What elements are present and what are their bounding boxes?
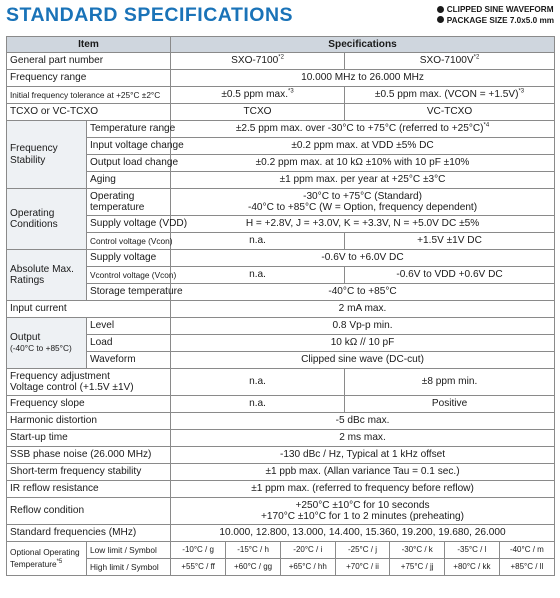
row-label: Waveform <box>87 352 171 369</box>
cell-value: ±0.5 ppm max.$^{*3}$ <box>171 87 345 104</box>
table-row <box>7 155 555 172</box>
table-row <box>7 53 555 70</box>
table-cell: -15°C / h <box>226 542 281 558</box>
row-label: Aging <box>87 172 171 189</box>
table-row <box>7 559 555 576</box>
row-label: Output load change <box>87 155 171 172</box>
group-label: Operating Conditions <box>7 189 87 250</box>
row-label: Load <box>87 335 171 352</box>
cell-value: Clipped sine wave (DC-cut) <box>171 352 555 369</box>
table-row <box>7 87 555 104</box>
row-label: Short-term frequency stability <box>7 464 171 481</box>
row-label: Frequency range <box>7 70 171 87</box>
part-a: SXO-7100$^{*2}$ <box>171 53 345 70</box>
row-label: Standard frequencies (MHz) <box>7 525 171 542</box>
table-cell: -35°C / l <box>445 542 500 558</box>
table-row <box>7 447 555 464</box>
table-cell: +70°C / ii <box>335 559 390 575</box>
high-limit-cells <box>171 559 555 576</box>
header-notes <box>437 5 554 26</box>
page-title: STANDARD SPECIFICATIONS <box>6 4 294 26</box>
row-label: Storage temperature <box>87 284 171 301</box>
cell-value: -40°C to +85°C <box>171 284 555 301</box>
table-row <box>7 267 555 284</box>
table-row <box>7 352 555 369</box>
table-row <box>7 369 555 396</box>
cell-value: n.a. <box>171 233 345 250</box>
cell-value: +1.5V ±1V DC <box>345 233 555 250</box>
spec-table-wrapper <box>6 36 554 576</box>
row-label: Control voltage (Vcon) <box>87 233 171 250</box>
row-label: Reflow condition <box>7 498 171 525</box>
table-row <box>7 318 555 335</box>
table-row <box>7 542 555 559</box>
row-label: Frequency adjustment Voltage control (+1.5V ±1V) <box>7 369 171 396</box>
cell-value: -5 dBc max. <box>171 413 555 430</box>
table-row <box>7 525 555 542</box>
cell-value: VC-TCXO <box>345 104 555 121</box>
row-label: Level <box>87 318 171 335</box>
row-label: Vcontrol voltage (Vcon) <box>87 267 171 284</box>
cell-value: 2 mA max. <box>171 301 555 318</box>
header-item: Item <box>7 37 171 53</box>
table-row <box>7 396 555 413</box>
low-limit-table <box>171 542 554 558</box>
row-label: TCXO or VC-TCXO <box>7 104 171 121</box>
cell-value: Positive <box>345 396 555 413</box>
header <box>0 0 560 31</box>
row-label: SSB phase noise (26.000 MHz) <box>7 447 171 464</box>
table-cell: +55°C / ff <box>171 559 226 575</box>
table-row <box>7 189 555 216</box>
table-row <box>7 498 555 525</box>
cell-value: ±1 ppm max. per year at +25°C ±3°C <box>171 172 555 189</box>
cell-value: n.a. <box>171 396 345 413</box>
table-cell: +85°C / ll <box>510 562 544 571</box>
bullet-icon <box>437 6 444 13</box>
row-label: Harmonic distortion <box>7 413 171 430</box>
group-label: Output (-40°C to +85°C) <box>7 318 87 369</box>
spec-table <box>6 36 555 576</box>
row-label: Input current <box>7 301 171 318</box>
cell-value: TCXO <box>171 104 345 121</box>
low-limit-cells <box>171 542 555 559</box>
table-row <box>7 172 555 189</box>
table-row <box>7 413 555 430</box>
table-cell: +65°C / hh <box>280 559 335 575</box>
group-label: Frequency Stability <box>7 121 87 189</box>
table-row <box>7 233 555 250</box>
row-label: Supply voltage <box>87 250 171 267</box>
table-cell: -40°C / m <box>509 545 544 554</box>
table-cell: -20°C / i <box>280 542 335 558</box>
table-cell: -10°C / g <box>171 542 226 558</box>
table-row <box>7 284 555 301</box>
table-row <box>7 70 555 87</box>
header-specifications: Specifications <box>171 37 555 53</box>
cell-value: ±0.5 ppm max. (VCON = +1.5V)$^{*3}$ <box>345 87 555 104</box>
row-label: IR reflow resistance <box>7 481 171 498</box>
table-row <box>7 335 555 352</box>
table-row <box>7 250 555 267</box>
cell-value: 10.000, 12.800, 13.000, 14.400, 15.360, 19.200, 19.680, 26.000 <box>171 525 555 542</box>
cell-value: ±0.2 ppm max. at VDD ±5% DC <box>171 138 555 155</box>
cell-value: H = +2.8V, J = +3.0V, K = +3.3V, N = +5.0V DC ±5% <box>171 216 555 233</box>
table-cell: -30°C / k <box>390 542 445 558</box>
cell-value: ±2.5 ppm max. over -30°C to +75°C (referred to +25°C)$^{*4}$ <box>171 121 555 138</box>
part-b: SXO-$7100V^{*2}$ <box>345 53 555 70</box>
cell-value: 10 kΩ // 10 pF <box>171 335 555 352</box>
cell-value: n.a. <box>171 369 345 396</box>
cell-value: -0.6V to +6.0V DC <box>171 250 555 267</box>
high-limit-table <box>171 559 554 575</box>
row-label: Input voltage change <box>87 138 171 155</box>
cell-value: 0.8 Vp-p min. <box>171 318 555 335</box>
cell-value: 2 ms max. <box>171 430 555 447</box>
cell-value: -30°C to +75°C (Standard) -40°C to +85°C (W = Option, frequency dependent) <box>171 189 555 216</box>
table-row <box>7 216 555 233</box>
table-row <box>7 464 555 481</box>
note-waveform: CLIPPED SINE WAVEFORM <box>437 5 554 16</box>
cell-value: ±1 ppb max. (Allan variance Tau = 0.1 sec.) <box>171 464 555 481</box>
cell-value: -130 dBc / Hz, Typical at 1 kHz offset <box>171 447 555 464</box>
table-row <box>7 481 555 498</box>
row-label: High limit / Symbol <box>87 559 171 576</box>
cell-value: ±1 ppm max. (referred to frequency before reflow) <box>171 481 555 498</box>
row-label: Operating temperature <box>87 189 171 216</box>
row-label: Low limit / Symbol <box>87 542 171 559</box>
cell-value: n.a. <box>171 267 345 284</box>
bullet-icon <box>437 16 444 23</box>
cell-value: ±0.2 ppm max. at 10 kΩ ±10% with 10 pF ±10% <box>171 155 555 172</box>
table-row <box>7 430 555 447</box>
row-label: Temperature range <box>87 121 171 138</box>
table-row <box>7 104 555 121</box>
cell-value: +250°C ±10°C for 10 seconds +170°C ±10°C for 1 to 2 minutes (preheating) <box>171 498 555 525</box>
row-label: Supply voltage (VDD) <box>87 216 171 233</box>
table-cell: -25°C / j <box>335 542 390 558</box>
row-label: Start-up time <box>7 430 171 447</box>
group-label: Absolute Max. Ratings <box>7 250 87 301</box>
note-package: PACKAGE SIZE 7.0x5.0 mm <box>437 16 554 27</box>
table-cell: +60°C / gg <box>226 559 281 575</box>
row-label: Frequency slope <box>7 396 171 413</box>
row-label: Initial frequency tolerance at +25°C ±2°C <box>7 87 171 104</box>
table-cell: +75°C / jj <box>390 559 445 575</box>
cell-value: -0.6V to VDD +0.6V DC <box>345 267 555 284</box>
table-row <box>7 138 555 155</box>
row-label: General part number <box>7 53 171 70</box>
table-cell: +80°C / kk <box>445 559 500 575</box>
table-row <box>7 301 555 318</box>
table-row <box>7 121 555 138</box>
cell-value: ±8 ppm min. <box>345 369 555 396</box>
cell-value: 10.000 MHz to 26.000 MHz <box>171 70 555 87</box>
group-label: Optional Operating Temperature$^{*5}$ <box>7 542 87 576</box>
